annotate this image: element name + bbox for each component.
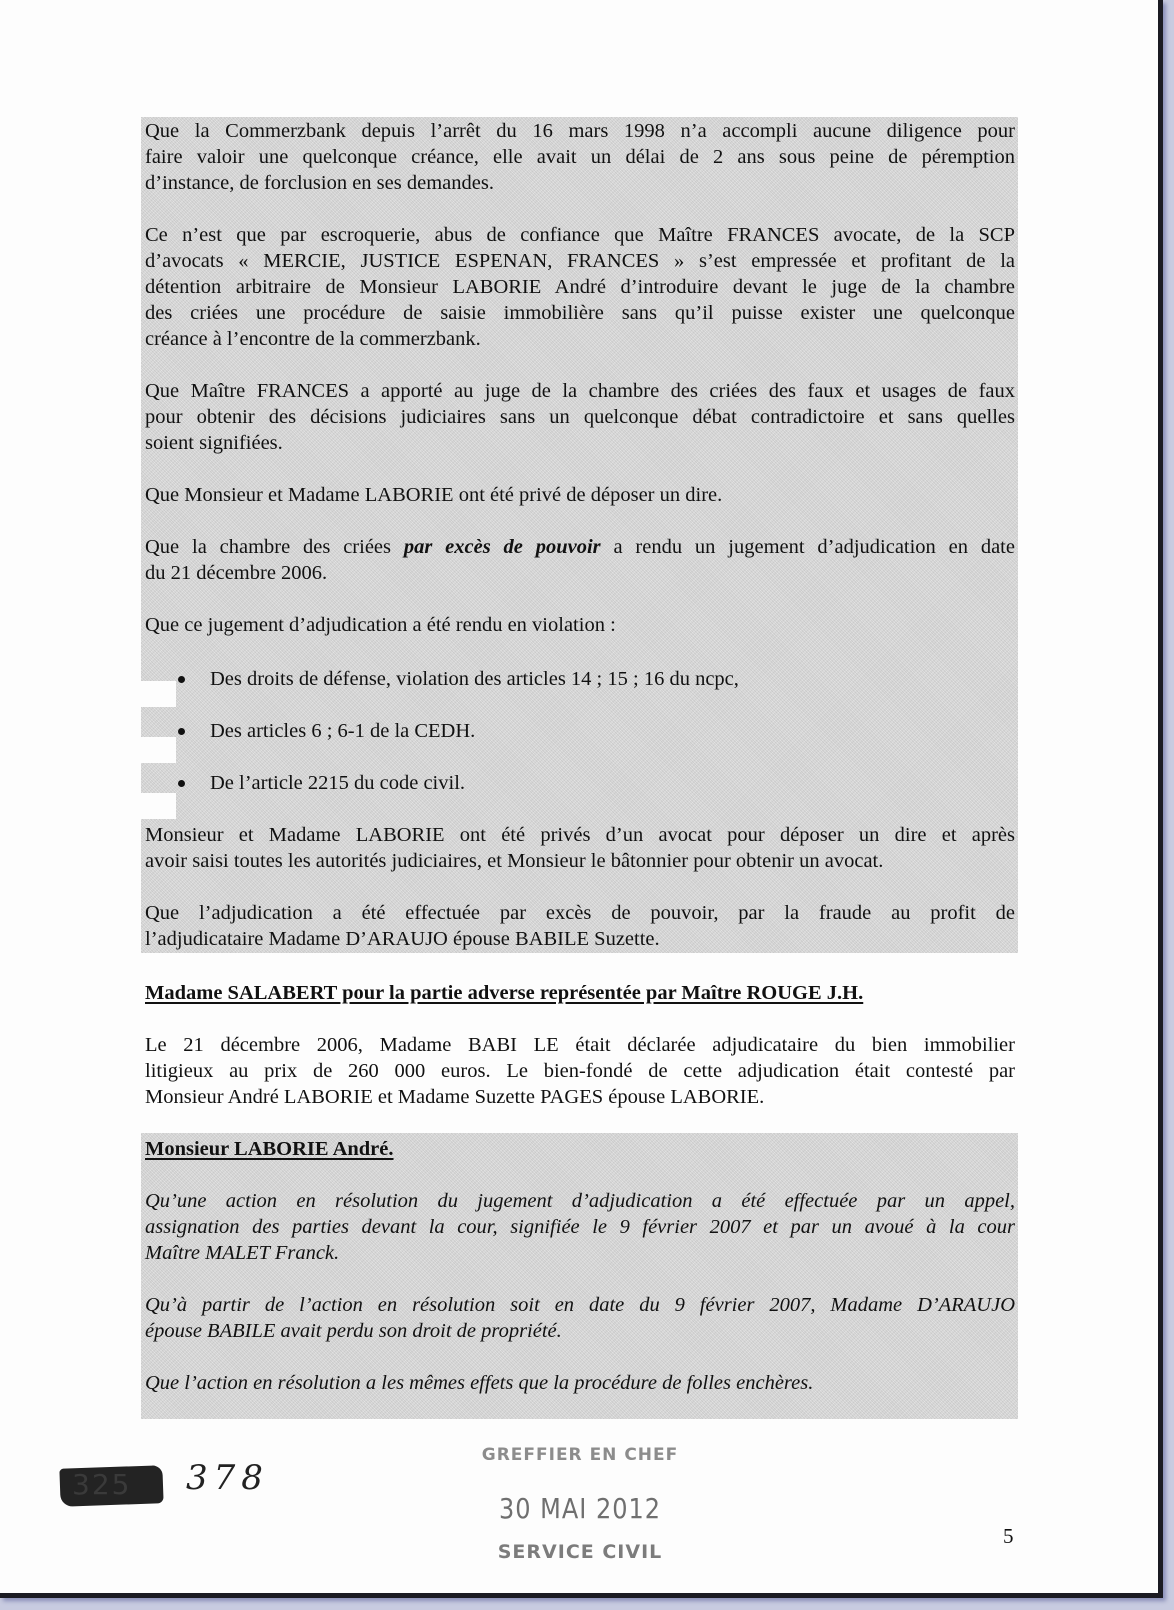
text-run: Que la chambre des criées — [145, 536, 404, 558]
paragraph — [145, 118, 1015, 196]
text-line: Qu’à partir de l’action en résolution soit en date du 9 février 2007, Madame D’ARAUJO — [145, 1294, 1015, 1316]
text-line: du 21 décembre 2006. — [145, 562, 328, 584]
paragraph — [145, 534, 1015, 586]
heading-text: Monsieur LABORIE André. — [145, 1138, 394, 1160]
handwritten-number: 378 — [186, 1458, 269, 1498]
bullet-text: Des droits de défense, violation des articles 14 ; 15 ; 16 du ncpc, — [210, 668, 739, 690]
text-line: l’adjudicataire Madame D’ARAUJO épouse BABILE Suzette. — [145, 928, 660, 950]
bullet-icon — [178, 780, 185, 787]
stamp-number: 325 — [72, 1468, 132, 1501]
paragraph — [145, 1370, 1015, 1396]
text-run: a rendu un jugement d’adjudication en date — [600, 536, 1015, 558]
text-line: soient signifiées. — [145, 432, 283, 454]
highlight-gap — [141, 737, 176, 763]
text-line: Monsieur et Madame LABORIE ont été privés d’un avocat pour déposer un dire et après — [145, 824, 1015, 846]
paragraph — [145, 482, 1015, 508]
text-line: Le 21 décembre 2006, Madame BABI LE était déclarée adjudicataire du bien immobilier — [145, 1034, 1015, 1056]
text-line: Qu’une action en résolution du jugement d’adjudication a été effectuée par un appel, — [145, 1190, 1015, 1212]
paragraph — [145, 1032, 1015, 1110]
text-line: Que Monsieur et Madame LABORIE ont été privé de déposer un dire. — [145, 484, 723, 506]
paragraph — [145, 1292, 1015, 1344]
text-line: Que l’action en résolution a les mêmes effets que la procédure de folles enchères. — [145, 1372, 814, 1394]
bullet-icon — [178, 728, 185, 735]
paragraph — [145, 900, 1015, 952]
paragraph — [145, 612, 1015, 638]
text-line: avoir saisi toutes les autorités judiciaires, et Monsieur le bâtonnier pour obtenir un avocat. — [145, 850, 884, 872]
text-line: d’avocats « MERCIE, JUSTICE ESPENAN, FRANCES » s’est empressée et profitant de la — [145, 250, 1015, 272]
text-line: Maître MALET Franck. — [145, 1242, 340, 1264]
page-number: 5 — [1003, 1524, 1014, 1548]
court-stamp-title: GREFFIER EN CHEF — [481, 1445, 679, 1465]
section-heading — [145, 1136, 1015, 1162]
text-line: Que ce jugement d’adjudication a été rendu en violation : — [145, 614, 616, 636]
paragraph — [145, 1188, 1015, 1266]
bullet-icon — [178, 676, 185, 683]
text-line: épouse BABILE avait perdu son droit de propriété. — [145, 1320, 562, 1342]
emphasis-text: par excès de pouvoir — [403, 536, 601, 558]
text-line: litigieux au prix de 260 000 euros. Le bien-fondé de cette adjudication était contesté par — [145, 1060, 1015, 1082]
text-line — [145, 534, 1015, 560]
text-line: faire valoir une quelconque créance, elle avait un délai de 2 ans sous peine de péremption — [145, 146, 1015, 168]
text-line: assignation des parties devant la cour, signifiée le 9 février 2007 et par un avoué à la cour — [145, 1216, 1015, 1238]
paragraph — [145, 822, 1015, 874]
paragraph — [145, 222, 1015, 352]
text-line: Monsieur André LABORIE et Madame Suzette PAGES épouse LABORIE. — [145, 1086, 765, 1108]
text-line: détention arbitraire de Monsieur LABORIE André d’introduire devant le juge de la chambre — [145, 276, 1015, 298]
text-line: Ce n’est que par escroquerie, abus de confiance que Maître FRANCES avocate, de la SCP — [145, 224, 1015, 246]
section-heading — [145, 980, 1015, 1006]
text-line: créance à l’encontre de la commerzbank. — [145, 328, 481, 350]
text-line: Que la Commerzbank depuis l’arrêt du 16 mars 1998 n’a accompli aucune diligence pour — [145, 120, 1015, 142]
court-stamp-date: 30 MAI 2012 — [498, 1492, 662, 1526]
text-line: des criées une procédure de saisie immobilière sans qu’il puisse exister une quelconque — [145, 302, 1015, 324]
paragraph — [145, 378, 1015, 456]
highlight-gap — [141, 681, 176, 707]
text-line: Que l’adjudication a été effectuée par excès de pouvoir, par la fraude au profit de — [145, 902, 1015, 924]
court-stamp-service: SERVICE CIVIL — [497, 1541, 663, 1563]
highlight-gap — [141, 793, 176, 819]
bullet-text: De l’article 2215 du code civil. — [210, 772, 466, 794]
heading-text: Madame SALABERT pour la partie adverse représentée par Maître ROUGE J.H. — [145, 982, 864, 1004]
bullet-text: Des articles 6 ; 6-1 de la CEDH. — [210, 720, 476, 742]
text-line: d’instance, de forclusion en ses demandes. — [145, 172, 494, 194]
text-line: Que Maître FRANCES a apporté au juge de la chambre des criées des faux et usages de faux — [145, 380, 1015, 402]
text-line: pour obtenir des décisions judiciaires sans un quelconque débat contradictoire et sans quelles — [145, 406, 1015, 428]
